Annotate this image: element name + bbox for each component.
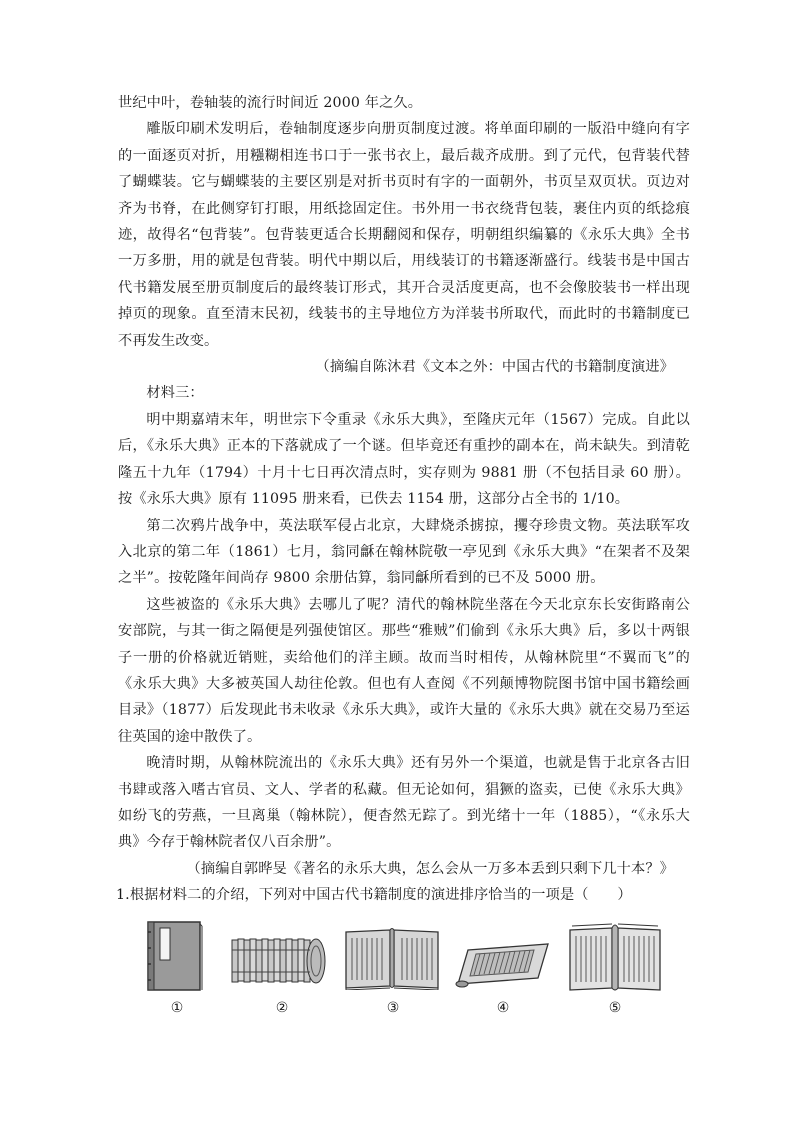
material3-heading: 材料三： (146, 385, 204, 402)
source-citation-1: （摘编自陈沐君《文本之外：中国古代的书籍制度演进》 (315, 359, 674, 376)
paragraph-material2-binding: 雕版印刷术发明后，卷轴制度逐步向册页制度过渡。将单面印刷的一版沿中缝向有字的一面逐页对折，用糨糊相连书口于一张书衣上，最后裁齐成册。到了元代，包背装代替了蝴蝶装。它与蝴蝶装的主要区别是对折书页时有字的一面朝外，书页呈双页状。页边对齐为书脊，在此侧穿钉打眼，用纸捻固定住。书外用一书衣绕背包装，裹住内页的纸捻痕迹，故得名“包背装”。包背装更适合长期翻阅和保存，明朝组织编纂的《永乐大典》全书一万多册，用的就是包背装。明代中期以后，用线装订的书籍逐渐盛行。线装书是中国古代书籍发展至册页制度后的最终装订形式，其开合灵活度更高，也不会像胶装书一样出现掉页的现象。直至清末民初，线装书的主导地位方为洋装书所取代，而此时的书籍制度已不再发生改变。 (118, 121, 690, 349)
thread-bound-book-icon (146, 920, 204, 996)
figure-label-4: ④ (496, 1000, 510, 1016)
figure-label-2: ② (275, 1000, 289, 1016)
figure-label-3: ③ (386, 1000, 400, 1016)
paragraph-material3-2: 第二次鸦片战争中，英法联军侵占北京，大肆烧杀掳掠，攫夺珍贵文物。英法联军攻入北京的第二年（1861）七月，翁同龢在翰林院敬一亭见到《永乐大典》“在架者不及架之半”。按乾隆年间尚存 9800 余册估算，翁同龢所看到的已不及 5000 册。 (118, 517, 690, 587)
figure-label-5: ⑤ (608, 1000, 622, 1016)
paragraph-material3-4: 晚清时期，从翰林院流出的《永乐大典》还有另外一个渠道，也就是售于北京各古旧书肆或落入嗜古官员、文人、学者的私藏。但无论如何，猖獗的盗卖，已使《永乐大典》如纷飞的劳燕，一旦离巢（翰林院），便杳然无踪了。到光绪十一年（1885），“《永乐大典》今存于翰林院者仅八百余册”。 (118, 755, 690, 851)
open-wrapped-back-book-icon (568, 920, 662, 996)
source-citation-2: （摘编自郭晔旻《著名的永乐大典，怎么会从一万多本丢到只剩下几十本？》 (186, 860, 674, 877)
figure-label-1: ① (170, 1000, 184, 1016)
paragraph-material3-1: 明中期嘉靖末年，明世宗下令重录《永乐大典》，至隆庆元年（1567）完成。自此以后，《永乐大典》正本的下落就成了一个谜。但毕竟还有重抄的副本在，尚未缺失。到清乾隆五十九年（1794）十月十七日再次清点时，实存则为 9881 册（不包括目录 60 册）。按《永乐大典》原有 11095 册来看，已佚去 1154 册，这部分占全书的 1/10。 (118, 411, 690, 508)
paragraph-continued: 世纪中叶，卷轴装的流行时间近 2000 年之久。 (118, 95, 423, 111)
document-body (118, 90, 690, 909)
open-butterfly-book-icon (344, 924, 440, 994)
paragraph-material3-3: 这些被盗的《永乐大典》去哪儿了呢？清代的翰林院坐落在今天北京东长安街路南公安部院，与其一街之隔便是列强使馆区。那些“雅贼”们偷到《永乐大典》后，多以十两银子一册的价格就近销赃，卖给他们的洋主顾。故而当时相传，从翰林院里“不翼而飞”的《永乐大典》大多被英国人劫往伦敦。但也有人查阅《不列颠博物院图书馆中国书籍绘画目录》（1877）后发现此书未收录《永乐大典》，或许大量的《永乐大典》就在交易乃至运往英国的途中散佚了。 (118, 596, 690, 745)
scroll-icon (454, 940, 552, 994)
question-1: 1.根据材料二的介绍，下列对中国古代书籍制度的演进排序恰当的一项是（ ） (116, 887, 632, 904)
bamboo-slips-icon (230, 934, 326, 990)
book-binding-figures (140, 920, 660, 1030)
